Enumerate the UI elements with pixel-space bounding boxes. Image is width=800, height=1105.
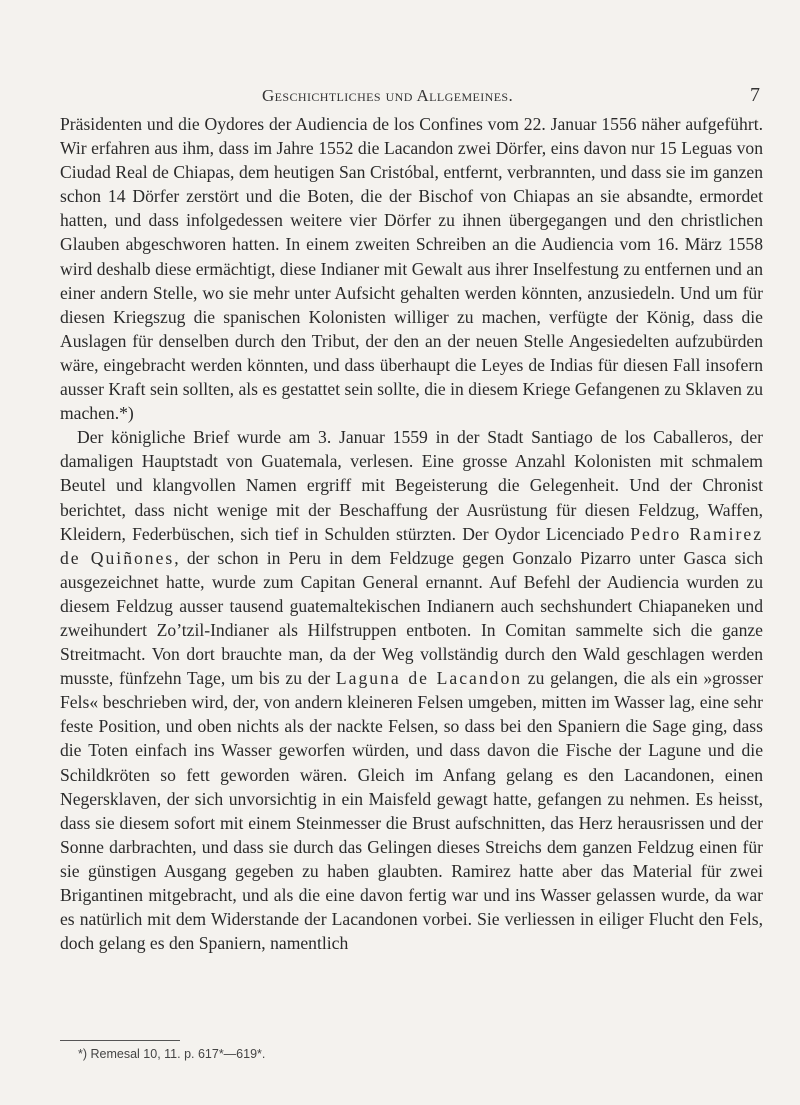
page-number: 7	[750, 84, 760, 106]
paragraph-2-part-c: zu gelangen, die als ein »grosser Fels« beschrieben wird, der, von andern kleineren Felsen umgeben, mitten im Wasser lag, eine sehr feste Position, und oben nichts als der nackte Felsen, so dass bei den Spaniern die Sage ging, dass die Toten einfach ins Wasser geworfen würden, und dass davon die Fische der Lagune und die Schildkröten so fett geworden wären. Gleich im Anfang gelang es den Lacandonen, einen Negersklaven, der sich unvorsichtig in ein Maisfeld gewagt hatte, gefangen zu nehmen. Es heisst, dass sie diesem sofort mit einem Steinmesser die Brust aufschnitten, das Herz herausrissen und der Sonne darbrachten, und dass sie durch das Gelingen dieses Streichs dem ganzen Feldzug einen für sie günstigen Ausgang gegeben zu haben glaubten. Ramirez hatte aber das Material für zwei Brigantinen mitgebracht, und als die eine davon fertig war und ins Wasser gelassen wurde, da war es natürlich mit dem Widerstande der Lacandonen vorbei. Sie verliessen in eiliger Flucht den Fels, doch gelang es den Spaniern, namentlich	[60, 668, 763, 954]
body-text	[60, 112, 763, 955]
paragraph-1: Präsidenten und die Oydores der Audiencia de los Confines vom 22. Januar 1556 näher aufgeführt. Wir erfahren aus ihm, dass im Jahre 1552 die Lacandon zwei Dörfer, eins davon nur 15 Leguas von Ciudad Real de Chiapas, dem heutigen San Cristóbal, entfernt, verbrannten, und dass sie im ganzen schon 14 Dörfer zerstört und die Boten, die der Bischof von Chiapas an sie absandte, ermordet hatten, und dass infolgedessen weitere vier Dörfer zu ihnen übergegangen und den christlichen Glauben abgeschworen hatten. In einem zweiten Schreiben an die Audiencia vom 16. März 1558 wird deshalb diese ermächtigt, diese Indianer mit Gewalt aus ihrer Inselfestung zu entfernen und an einer andern Stelle, wo sie mehr unter Aufsicht gehalten werden könnten, anzusiedeln. Und um für diesen Kriegszug die spanischen Kolonisten williger zu machen, verfügte der König, dass die Auslagen für denselben durch den Tribut, der den an der neuen Stelle Angesiedelten aufzubürden wäre, eingebracht werden könnten, und dass überhaupt die Leyes de Indias für diesen Fall insofern ausser Kraft sein sollten, als es gestattet sein sollte, die in diesem Kriege Gefangenen zu Sklaven zu machen.*)	[60, 114, 763, 424]
paragraph-2-part-b: , der schon in Peru in dem Feldzuge gegen Gonzalo Pizarro unter Gasca sich ausgezeichnet hatte, wurde zum Capitan General ernannt. Auf Befehl der Audiencia wurden zu diesem Feldzug ausser tausend guatemaltekischen Indianern auch sechshundert Chiapaneken und zweihundert Zo’tzil-Indianer als Hilfstruppen entboten. In Comitan sammelte sich die ganze Streitmacht. Von dort brauchte man, da der Weg vollständig durch den Wald geschlagen werden musste, fünfzehn Tage, um bis zu der	[60, 547, 763, 689]
person-name: Pedro Ramirez de Quiñones	[60, 523, 764, 568]
footnote-rule	[60, 1040, 180, 1041]
paragraph-2-part-a: Der königliche Brief wurde am 3. Januar 1559 in der Stadt Santiago de los Caballeros, der damaligen Hauptstadt von Guatemala, verlesen. Eine grosse Anzahl Kolonisten mit schmalem Beutel und klangvollen Namen ergriff mit Begeisterung die Gelegenheit. Und der Chronist berichtet, dass nicht wenige mit der Beschaffung der Ausrüstung für diesen Feldzug, Waffen, Kleidern, Federbüschen, sich tief in Schulden stürzten. Der Oydor Licenciado	[60, 427, 763, 544]
running-head: Geschichtliches und Allgemeines.	[262, 86, 514, 105]
place-name: Laguna de Lacandon	[335, 668, 523, 689]
paragraph-2	[60, 425, 763, 955]
footnote: *) Remesal 10, 11. p. 617*—619*.	[78, 1047, 266, 1061]
